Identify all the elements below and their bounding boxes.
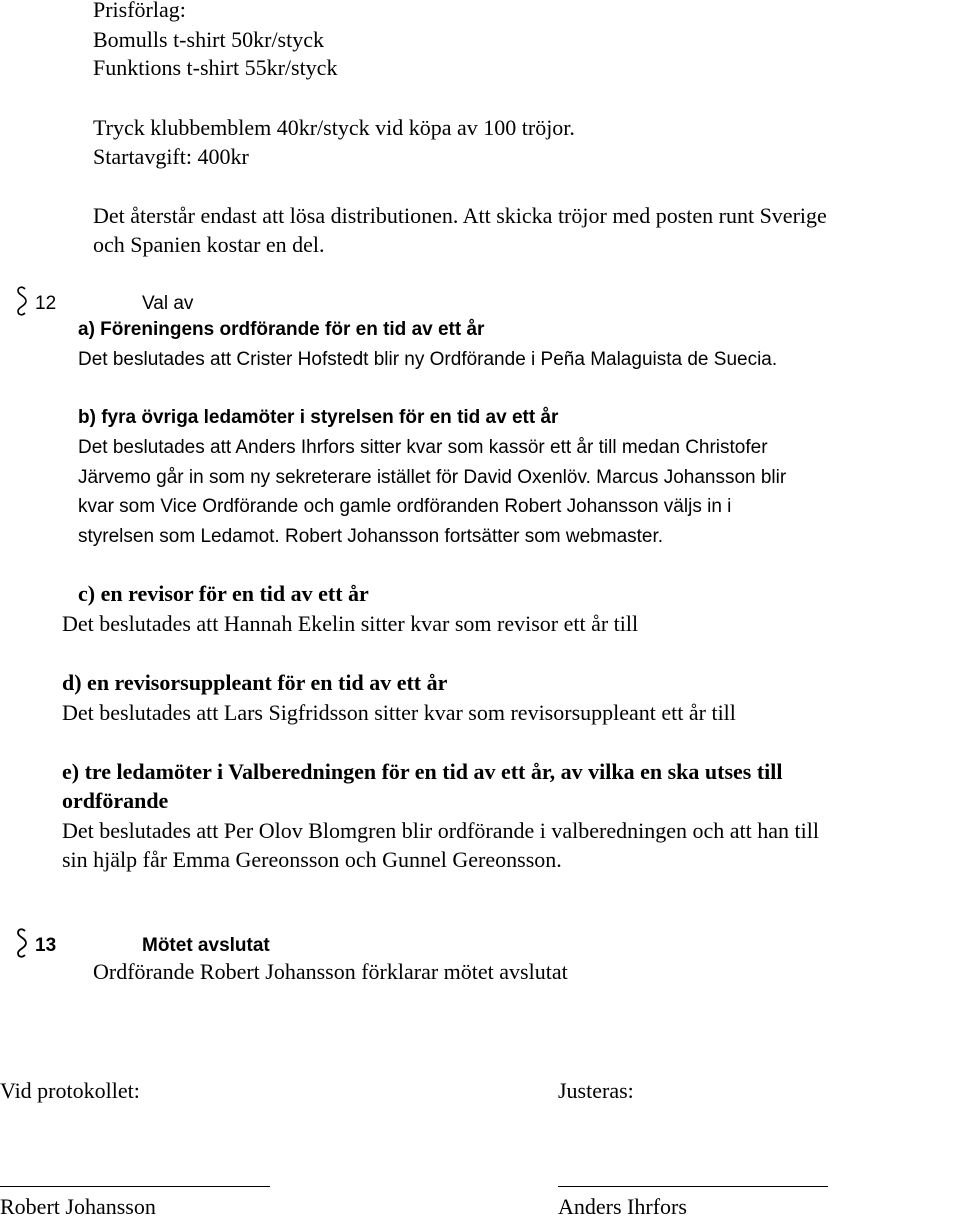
print-price-line: Tryck klubbemblem 40kr/styck vid köpa av 100 tröjor. (93, 115, 575, 140)
subsection-b-line: Det beslutades att Anders Ihrfors sitter kvar som kassör ett år till medan Christofer (78, 437, 768, 458)
section-title: Val av (142, 293, 194, 314)
signature-left-label: Vid protokollet: (0, 1078, 140, 1103)
section-number: 13 (35, 935, 57, 956)
subsection-c-heading: c) en revisor för en tid av ett år (78, 581, 369, 606)
subsection-d-heading: d) en revisorsuppleant för en tid av ett år (62, 670, 448, 695)
subsection-a-heading: a) Föreningens ordförande för en tid av ett år (78, 319, 485, 340)
pricing-line: Funktions t-shirt 55kr/styck (93, 55, 338, 80)
subsection-b-heading: b) fyra övriga ledamöter i styrelsen för en tid av ett år (78, 407, 559, 428)
subsection-b-line: Järvemo går in som ny sekreterare istället för David Oxenlöv. Marcus Johansson blir (78, 467, 787, 488)
distribution-line: och Spanien kostar en del. (93, 232, 325, 257)
subsection-e-line: Det beslutades att Per Olov Blomgren blir ordförande i valberedningen och att han till (62, 818, 819, 843)
signature-line-left (0, 1186, 270, 1187)
subsection-b-line: styrelsen som Ledamot. Robert Johansson fortsätter som webmaster. (78, 526, 664, 547)
subsection-d-text: Det beslutades att Lars Sigfridsson sitter kvar som revisorsuppleant ett år till (62, 700, 736, 725)
subsection-a-text: Det beslutades att Crister Hofstedt blir ny Ordförande i Peña Malaguista de Suecia. (78, 349, 778, 370)
pricing-heading: Prisförlag: (93, 0, 186, 22)
section-number: 12 (35, 293, 57, 314)
section-sign-icon (17, 928, 27, 958)
signature-right-label: Justeras: (558, 1078, 634, 1103)
start-fee-line: Startavgift: 400kr (93, 144, 249, 169)
section-sign-icon (17, 286, 27, 316)
signature-line-right (558, 1186, 828, 1187)
subsection-e-heading: e) tre ledamöter i Valberedningen för en tid av ett år, av vilka en ska utses till (62, 759, 783, 784)
subsection-e-heading: ordförande (62, 788, 169, 813)
pricing-line: Bomulls t-shirt 50kr/styck (93, 27, 324, 52)
subsection-b-line: kvar som Vice Ordförande och gamle ordföranden Robert Johansson väljs in i (78, 496, 732, 517)
subsection-c-text: Det beslutades att Hannah Ekelin sitter kvar som revisor ett år till (62, 611, 639, 636)
section-title: Mötet avslutat (142, 935, 270, 956)
closing-text: Ordförande Robert Johansson förklarar mötet avslutat (93, 959, 568, 984)
signature-right-name: Anders Ihrfors (558, 1194, 687, 1219)
distribution-line: Det återstår endast att lösa distributionen. Att skicka tröjor med posten runt Sverige (93, 203, 827, 228)
subsection-e-line: sin hjälp får Emma Gereonsson och Gunnel Gereonsson. (62, 847, 562, 872)
signature-left-name: Robert Johansson (0, 1194, 156, 1219)
